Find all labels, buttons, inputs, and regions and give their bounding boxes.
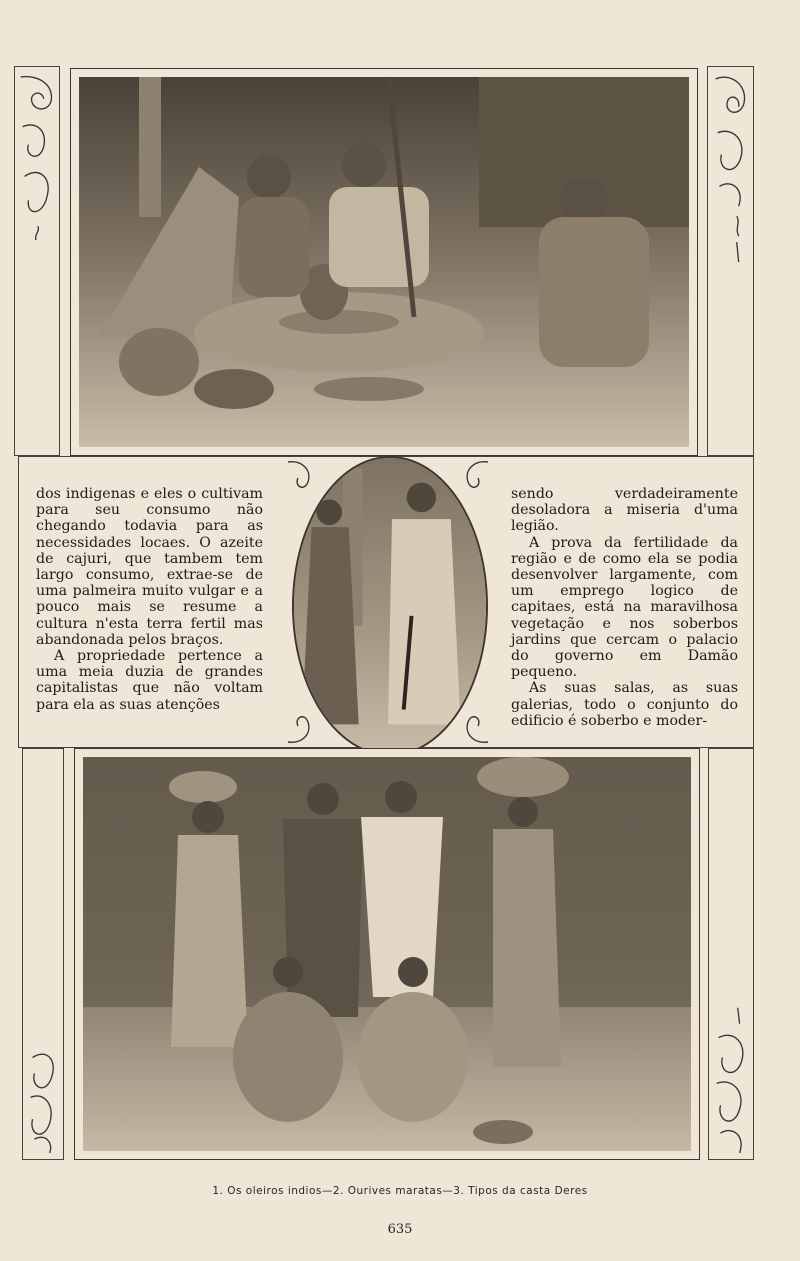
page-number: 635 (387, 1222, 413, 1237)
right-paragraph-3: As suas salas, as suas galerias, todo o conjunto do edificio é soberbo e moder- (511, 680, 738, 729)
figure-caption: 1. Os oleiros indios—2. Ourives maratas—3. Tipos da casta Deres (212, 1185, 588, 1197)
photo-potters (70, 68, 698, 456)
article-column-left (36, 486, 263, 721)
article-column-right (511, 486, 738, 729)
ornament-bottom-left (22, 748, 64, 1160)
ornament-top-right (707, 66, 754, 456)
left-paragraph-1: dos indigenas e eles o cultivam para seu consumo não chegando todavia para as necessidades locaes. O azeite de cajuri, que tambem tem largo consumo, extrae-se de uma palmeira muito vulgar e a pouco mais se resume a cultura n'esta terra fertil mas abandonada pelos braços. (36, 486, 263, 648)
ornament-top-left (14, 66, 60, 456)
left-paragraph-2: A propriedade pertence a uma meia duzia de grandes capitalistas que não voltam para ela as suas atenções (36, 648, 263, 713)
right-paragraph-1: sendo verdadeiramente desoladora a miseria d'uma legião. (511, 486, 738, 535)
photo-deres-caste (74, 748, 700, 1160)
photo-goldsmiths-oval (292, 456, 488, 756)
ornament-bottom-right (708, 748, 754, 1160)
right-paragraph-2: A prova da fertilidade da região e de como ela se podia desenvolver largamente, com um emprego logico de capitaes, está na maravilhosa vegetação e nos soberbos jardins que cercam o palacio do governo em Damão pequeno. (511, 534, 738, 681)
